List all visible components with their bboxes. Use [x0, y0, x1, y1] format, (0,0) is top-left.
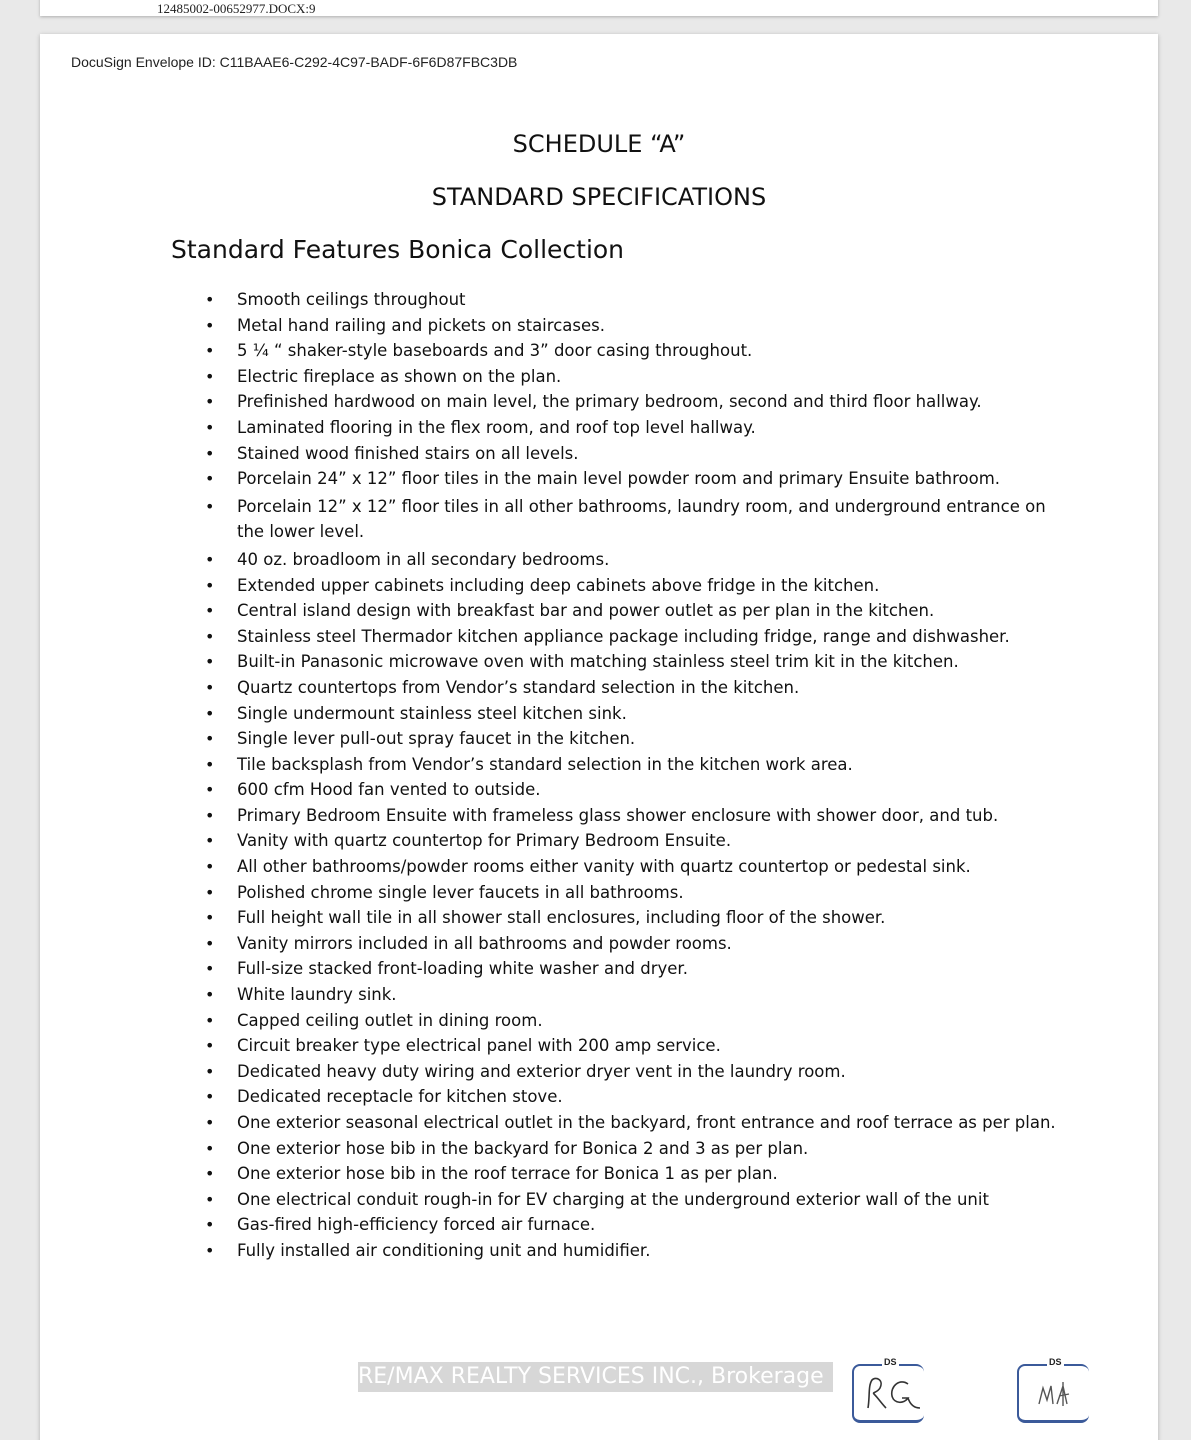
feature-item [197, 624, 1077, 650]
bullet-icon: • [205, 652, 215, 672]
bullet-icon: • [205, 315, 215, 335]
feature-item [197, 364, 1077, 390]
docusign-envelope-id: DocuSign Envelope ID: C11BAAE6-C292-4C97-BADF-6F6D87FBC3DB [71, 54, 518, 70]
feature-item [197, 466, 1077, 492]
feature-item [197, 598, 1077, 624]
bullet-icon: • [205, 677, 215, 697]
feature-item [197, 415, 1077, 441]
feature-text: Quartz countertops from Vendor’s standard selection in the kitchen. [237, 677, 800, 697]
docusign-label: DS [1049, 1357, 1062, 1367]
brokerage-watermark: RE/MAX REALTY SERVICES INC., Brokerage [358, 1362, 833, 1392]
initials-box-2 [1017, 1357, 1089, 1423]
feature-item [197, 956, 1077, 982]
bullet-icon: • [205, 417, 215, 437]
feature-text: Prefinished hardwood on main level, the primary bedroom, second and third floor hallway. [237, 392, 982, 412]
bullet-icon: • [205, 626, 215, 646]
feature-item [197, 880, 1077, 906]
feature-item [197, 1187, 1077, 1213]
feature-item [197, 752, 1077, 778]
feature-text: Smooth ceilings throughout [237, 290, 466, 309]
initials-box-1 [852, 1357, 924, 1423]
bullet-icon: • [205, 1113, 215, 1132]
bullet-icon: • [205, 959, 215, 979]
feature-item [197, 313, 1077, 339]
feature-item [197, 931, 1077, 957]
bullet-icon: • [205, 1240, 215, 1260]
bullet-icon: • [205, 601, 215, 621]
bullet-icon: • [205, 780, 215, 800]
feature-text: One exterior hose bib in the backyard for Bonica 2 and 3 as per plan. [237, 1138, 809, 1158]
bullet-icon: • [205, 908, 215, 928]
feature-item [197, 441, 1077, 467]
feature-text: One exterior seasonal electrical outlet in the backyard, front entrance and roof terrace as per plan. [237, 1113, 1056, 1132]
bullet-icon: • [205, 857, 215, 877]
bullet-icon: • [205, 1164, 215, 1184]
feature-item [197, 494, 1077, 545]
feature-text: Laminated flooring in the flex room, and roof top level hallway. [237, 417, 756, 437]
bullet-icon: • [205, 496, 215, 516]
bullet-icon: • [205, 1215, 215, 1235]
feature-text: Vanity with quartz countertop for Primary Bedroom Ensuite. [237, 831, 732, 851]
feature-item [197, 1161, 1077, 1187]
specifications-heading: STANDARD SPECIFICATIONS [431, 183, 767, 211]
bullet-icon: • [205, 366, 215, 386]
feature-text: Circuit breaker type electrical panel with 200 amp service. [237, 1036, 721, 1056]
document-page [40, 34, 1158, 1440]
feature-text: Single undermount stainless steel kitchen sink. [237, 703, 627, 723]
feature-text: White laundry sink. [237, 985, 397, 1005]
feature-item [197, 854, 1077, 880]
feature-text: Capped ceiling outlet in dining room. [237, 1010, 543, 1030]
feature-item [197, 1110, 1077, 1136]
bullet-icon: • [205, 805, 215, 825]
bullet-icon: • [205, 985, 215, 1005]
previous-page-footer-code: 12485002-00652977.DOCX:9 [157, 1, 316, 16]
bullet-icon: • [205, 443, 215, 463]
handwritten-initials-ma [1027, 1374, 1089, 1414]
feature-item [197, 573, 1077, 599]
bullet-icon: • [205, 575, 215, 595]
features-list [197, 287, 1077, 1264]
bullet-icon: • [205, 1087, 215, 1107]
feature-item [197, 701, 1077, 727]
feature-item [197, 905, 1077, 931]
feature-item [197, 287, 1077, 313]
bullet-icon: • [205, 1138, 215, 1158]
docusign-label: DS [884, 1357, 897, 1367]
bullet-icon: • [205, 703, 215, 723]
feature-item [197, 1238, 1077, 1264]
bullet-icon: • [205, 1010, 215, 1030]
feature-text: Primary Bedroom Ensuite with frameless glass shower enclosure with shower door, and tub. [237, 805, 999, 825]
feature-text: Central island design with breakfast bar and power outlet as per plan in the kitchen. [237, 601, 935, 621]
bullet-icon: • [205, 469, 215, 489]
schedule-title: SCHEDULE “A” [512, 130, 686, 158]
bullet-icon: • [205, 729, 215, 749]
handwritten-initials-rg [862, 1374, 924, 1414]
bullet-icon: • [205, 341, 215, 361]
bullet-icon: • [205, 933, 215, 953]
bullet-icon: • [205, 754, 215, 774]
feature-item [197, 1084, 1077, 1110]
feature-text: Fully installed air conditioning unit and humidifier. [237, 1240, 651, 1260]
bullet-icon: • [205, 549, 215, 569]
feature-text: One exterior hose bib in the roof terrace for Bonica 1 as per plan. [237, 1164, 778, 1184]
feature-text: Stained wood finished stairs on all levels. [237, 443, 579, 463]
feature-item [197, 1059, 1077, 1085]
feature-text: Dedicated heavy duty wiring and exterior dryer vent in the laundry room. [237, 1061, 846, 1081]
feature-text: 5 ¼ “ shaker-style baseboards and 3” door casing throughout. [237, 341, 753, 361]
bullet-icon: • [205, 1189, 215, 1209]
feature-text: Electric fireplace as shown on the plan. [237, 366, 562, 386]
feature-text: Tile backsplash from Vendor’s standard selection in the kitchen work area. [237, 754, 853, 774]
feature-text: Metal hand railing and pickets on staircases. [237, 315, 605, 335]
feature-item [197, 389, 1077, 415]
feature-text: Full height wall tile in all shower stall enclosures, including floor of the shower. [237, 908, 886, 928]
feature-item [197, 1008, 1077, 1034]
feature-text: One electrical conduit rough-in for EV charging at the underground exterior wall of the unit [237, 1189, 989, 1209]
feature-item [197, 547, 1077, 573]
feature-item [197, 803, 1077, 829]
feature-item [197, 1212, 1077, 1238]
feature-item [197, 649, 1077, 675]
feature-item [197, 1033, 1077, 1059]
previous-page-edge [40, 0, 1158, 16]
feature-text: All other bathrooms/powder rooms either vanity with quartz countertop or pedestal sink. [237, 857, 971, 877]
feature-text: Vanity mirrors included in all bathrooms and powder rooms. [237, 933, 732, 953]
bullet-icon: • [205, 1061, 215, 1081]
feature-item [197, 828, 1077, 854]
feature-text: Built-in Panasonic microwave oven with matching stainless steel trim kit in the kitchen. [237, 652, 959, 672]
feature-text: Porcelain 24” x 12” floor tiles in the main level powder room and primary Ensuite bathroom. [237, 469, 1001, 489]
bullet-icon: • [205, 392, 215, 412]
feature-item [197, 777, 1077, 803]
bullet-icon: • [205, 1036, 215, 1056]
feature-text: 40 oz. broadloom in all secondary bedrooms. [237, 549, 610, 569]
feature-item [197, 1136, 1077, 1162]
feature-text: Polished chrome single lever faucets in all bathrooms. [237, 882, 684, 902]
feature-item [197, 982, 1077, 1008]
feature-text: Stainless steel Thermador kitchen appliance package including fridge, range and dishwasher. [237, 626, 1010, 646]
bullet-icon: • [205, 290, 215, 309]
bullet-icon: • [205, 831, 215, 851]
feature-text: Single lever pull-out spray faucet in the kitchen. [237, 729, 636, 749]
feature-text: Extended upper cabinets including deep cabinets above fridge in the kitchen. [237, 575, 880, 595]
bullet-icon: • [205, 882, 215, 902]
feature-item [197, 726, 1077, 752]
feature-item [197, 338, 1077, 364]
feature-text: Porcelain 12” x 12” floor tiles in all other bathrooms, laundry room, and underground entrance on the lower level. [237, 496, 1046, 542]
feature-item [197, 675, 1077, 701]
feature-text: Full-size stacked front-loading white washer and dryer. [237, 959, 688, 979]
feature-text: Dedicated receptacle for kitchen stove. [237, 1087, 563, 1107]
feature-text: 600 cfm Hood fan vented to outside. [237, 780, 541, 800]
collection-subtitle: Standard Features Bonica Collection [171, 235, 625, 264]
feature-text: Gas-fired high-efficiency forced air furnace. [237, 1215, 596, 1235]
